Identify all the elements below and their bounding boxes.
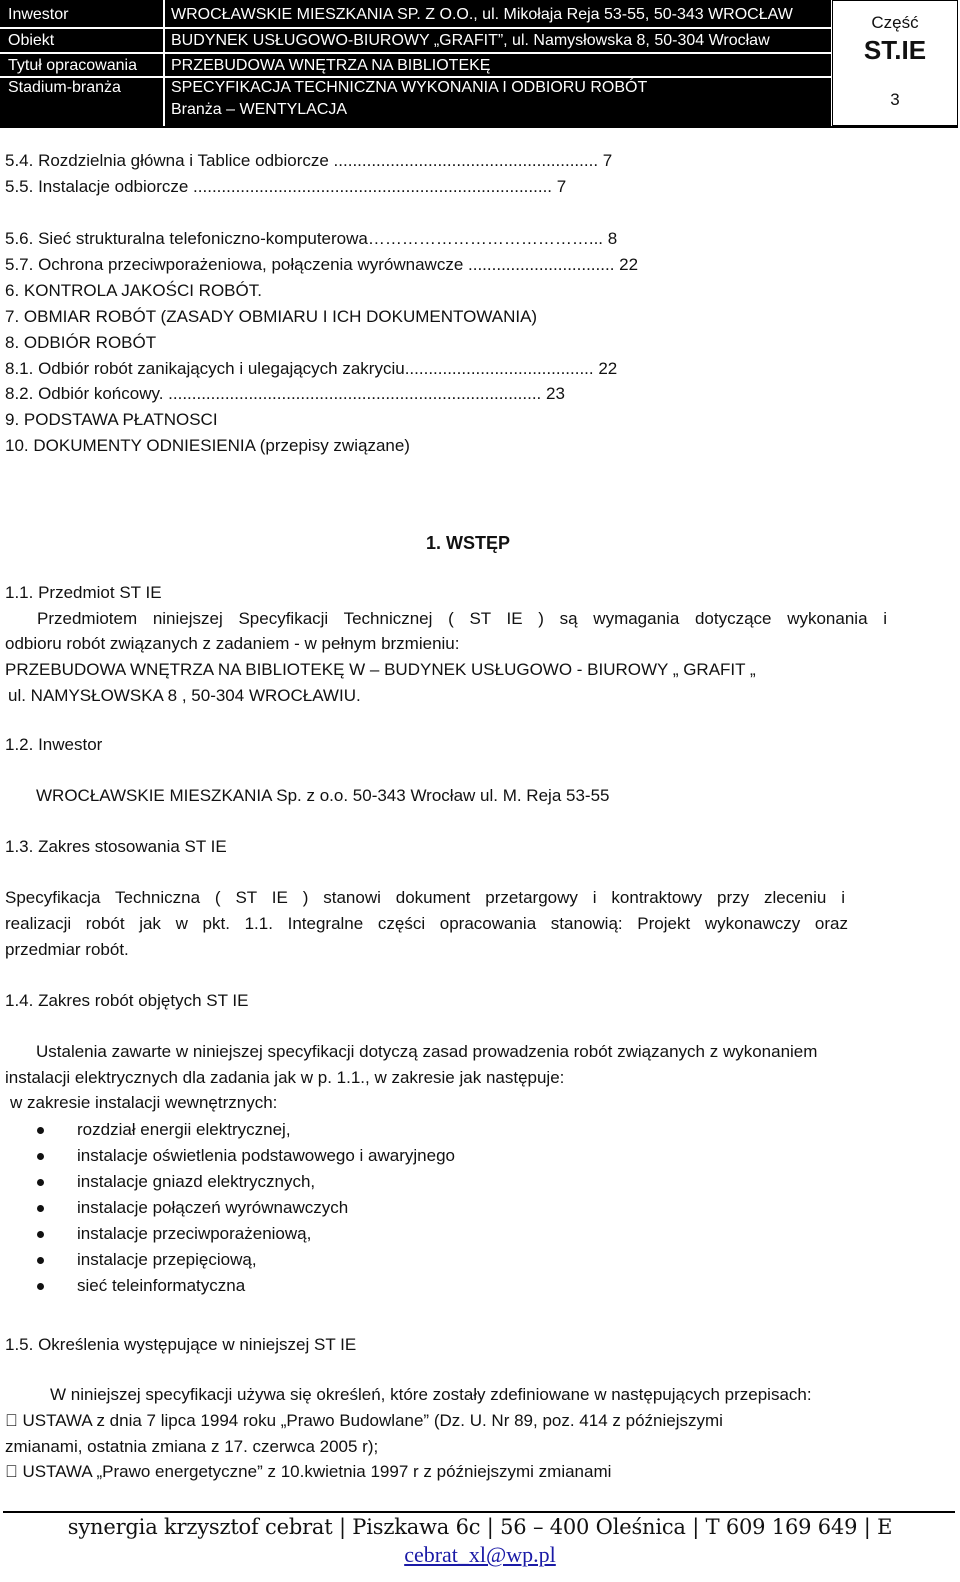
part-box xyxy=(832,0,958,126)
footer-contact: synergia krzysztof cebrat | Piszkawa 6c | 56 – 400 Oleśnica | T 609 169 649 | E xyxy=(67,1515,893,1539)
header-value-branch: Branża – WENTYLACJA xyxy=(171,101,348,118)
subsection-heading: 1.5. Określenia występujące w niniejszej ST IE xyxy=(5,1335,357,1354)
header-label: Obiekt xyxy=(8,32,55,49)
subsection-heading: 1.3. Zakres stosowania ST IE xyxy=(5,837,227,856)
paragraph-line: W niniejszej specyfikacji używa się określeń, które zostały zdefiniowane w następujących przepisach: xyxy=(50,1385,812,1404)
bullet-icon xyxy=(37,1257,44,1264)
header-label: Stadium-branża xyxy=(8,79,121,96)
toc-entry: 10. DOKUMENTY ODNIESIENIA (przepisy związane) xyxy=(5,436,410,455)
section-title: 1. WSTĘP xyxy=(426,533,511,553)
bullet-icon xyxy=(37,1153,44,1160)
bullet-icon xyxy=(37,1231,44,1238)
bullet-icon xyxy=(37,1179,44,1186)
paragraph-line:   USTAWA z dnia 7 lipca 1994 roku „Prawo Budowlane” (Dz. U. Nr 89, poz. 414 z późniejszymi xyxy=(5,1411,723,1430)
paragraph-line: Specyfikacja Techniczna ( ST IE ) stanowi dokument przetargowy i kontraktowy przy zleceniu i xyxy=(5,888,845,907)
footer-email-link[interactable]: cebrat_xl@wp.pl xyxy=(404,1542,556,1567)
page-number: 3 xyxy=(890,90,900,109)
header-value: SPECYFIKACJA TECHNICZNA WYKONANIA I ODBIORU ROBÓT xyxy=(171,79,648,96)
paragraph-line:   USTAWA „Prawo energetyczne” z 10.kwietnia 1997 r z późniejszymi zmianami xyxy=(5,1462,612,1481)
toc-entry: 5.4. Rozdzielnia główna i Tablice odbiorcze ........................................................ 7 xyxy=(5,151,613,170)
toc-entry: 8. ODBIÓR ROBÓT xyxy=(5,333,157,352)
paragraph-line: Przedmiotem niniejszej Specyfikacji Technicznej ( ST IE ) są wymagania dotyczące wykonania i xyxy=(37,609,887,628)
paragraph-line: w zakresie instalacji wewnętrznych: xyxy=(10,1093,278,1112)
toc-entry: 6. KONTROLA JAKOŚCI ROBÓT. xyxy=(5,281,262,300)
paragraph-line: WROCŁAWSKIE MIESZKANIA Sp. z o.o. 50-343 Wrocław ul. M. Reja 53-55 xyxy=(36,786,610,805)
paragraph-line: odbioru robót związanych z zadaniem - w pełnym brzmieniu: xyxy=(5,634,460,653)
toc-entry: 8.2. Odbiór końcowy. ............................................................................... 23 xyxy=(5,384,565,403)
toc-entry: 5.6. Sieć strukturalna telefoniczno-komputerowa…………………………………... 8 xyxy=(5,229,618,248)
header-label: Tytuł opracowania xyxy=(8,57,137,74)
toc-entry: 5.7. Ochrona przeciwporażeniowa, połączenia wyrównawcze ............................... 22 xyxy=(5,255,639,274)
paragraph-line: realizacji robót jak w pkt. 1.1. Integralne części opracowania stanowią: Projekt wykonawczy oraz xyxy=(5,914,848,933)
toc-entry: 8.1. Odbiór robót zanikających i ulegających zakryciu........................................ 22 xyxy=(5,359,618,378)
paragraph-line: przedmiar robót. xyxy=(5,940,129,959)
bullet-icon xyxy=(37,1283,44,1290)
paragraph-line: instalacji elektrycznych dla zadania jak w p. 1.1., w zakresie jak następuje: xyxy=(5,1068,565,1087)
header-info-block xyxy=(0,0,831,126)
header-label: Inwestor xyxy=(8,6,69,23)
header-value: PRZEBUDOWA WNĘTRZA NA BIBLIOTEKĘ xyxy=(171,57,491,74)
part-code: ST.IE xyxy=(863,35,927,65)
toc-entry: 9. PODSTAWA PŁATNOSCI xyxy=(5,410,218,429)
document-header xyxy=(0,0,958,128)
subsection-heading: 1.2. Inwestor xyxy=(5,735,103,754)
header-divider xyxy=(0,27,831,29)
bullet-icon xyxy=(37,1205,44,1212)
toc-entry: 7. OBMIAR ROBÓT (ZASADY OBMIARU I ICH DOKUMENTOWANIA) xyxy=(5,307,538,326)
paragraph-line: PRZEBUDOWA WNĘTRZA NA BIBLIOTEKĘ W – BUDYNEK USŁUGOWO - BIUROWY „ GRAFIT „ xyxy=(5,660,756,679)
subsection-heading: 1.1. Przedmiot ST IE xyxy=(5,583,162,602)
toc-entry: 5.5. Instalacje odbiorcze ............................................................................ 7 xyxy=(5,177,567,196)
subsection-heading: 1.4. Zakres robót objętych ST IE xyxy=(5,991,249,1010)
bullet-icon xyxy=(37,1127,44,1134)
paragraph-line: Ustalenia zawarte w niniejszej specyfikacji dotyczą zasad prowadzenia robót związanych z wykonaniem xyxy=(36,1042,818,1061)
footer-rule xyxy=(3,1511,955,1513)
header-value: WROCŁAWSKIE MIESZKANIA SP. Z O.O., ul. Mikołaja Reja 53-55, 50-343 WROCŁAW xyxy=(171,6,793,23)
header-divider xyxy=(0,52,831,54)
header-value: BUDYNEK USŁUGOWO-BIUROWY „GRAFIT”, ul. Namysłowska 8, 50-304 Wrocław xyxy=(171,32,770,49)
paragraph-line: ul. NAMYSŁOWSKA 8 , 50-304 WROCŁAWIU. xyxy=(8,686,361,705)
paragraph-line: zmianami, ostatnia zmiana z 17. czerwca 2005 r); xyxy=(5,1437,379,1456)
part-label: Część xyxy=(871,13,919,32)
header-bottom-rule xyxy=(0,126,958,128)
header-divider xyxy=(0,76,831,78)
header-divider xyxy=(163,0,165,126)
